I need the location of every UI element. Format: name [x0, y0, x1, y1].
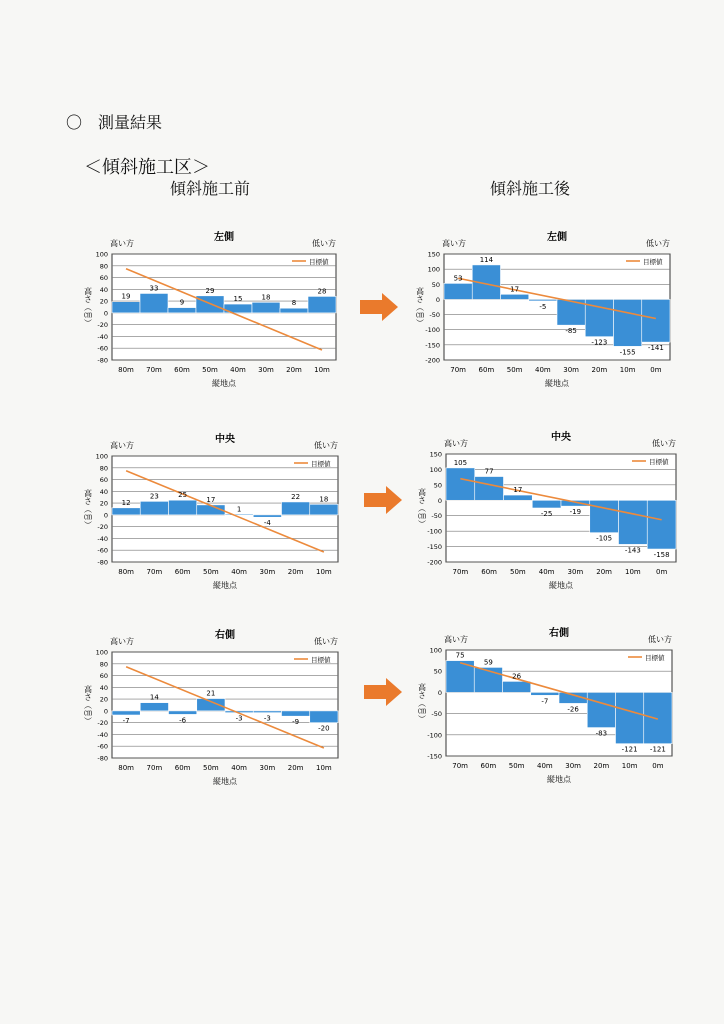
data-label: 17 [510, 285, 520, 294]
bar [616, 692, 644, 743]
data-label: 53 [453, 274, 463, 283]
chart-center-after [404, 424, 694, 596]
bar [112, 302, 140, 313]
x-tick-label: 60m [174, 764, 191, 772]
y-tick-label: 20 [99, 499, 108, 508]
high-side-label: 高い方 [110, 441, 134, 450]
y-tick-label: 0 [103, 309, 108, 318]
arrow-shape [364, 486, 402, 514]
y-tick-label: -40 [97, 534, 108, 543]
y-tick-label: 100 [429, 465, 442, 474]
chart-center-before [78, 428, 348, 600]
y-tick-label: 0 [103, 707, 108, 716]
y-tick-label: 50 [433, 667, 442, 676]
y-tick-label: 80 [99, 464, 108, 473]
section-title: 〇 測量結果 [66, 113, 163, 132]
y-tick-label: 40 [99, 487, 108, 496]
legend-label: 目標値 [311, 656, 331, 664]
x-tick-label: 70m [146, 568, 163, 576]
bar [169, 711, 197, 715]
data-label: 114 [479, 255, 494, 264]
x-tick-label: 0m [655, 568, 668, 576]
y-tick-label: -20 [97, 719, 108, 728]
y-tick-label: -50 [429, 311, 440, 320]
x-tick-label: 40m [535, 366, 551, 374]
data-label: -105 [596, 534, 613, 543]
x-tick-label: 40m [538, 568, 555, 576]
bar [252, 302, 280, 313]
y-tick-label: -60 [97, 546, 108, 555]
y-tick-label: 60 [99, 672, 108, 681]
bar [561, 500, 590, 506]
x-tick-label: 80m [118, 568, 134, 576]
x-tick-label: 30m [258, 366, 274, 374]
x-tick-label: 50m [203, 568, 219, 576]
x-tick-label: 50m [203, 764, 219, 772]
data-label: -141 [647, 344, 664, 353]
data-label: -143 [624, 546, 641, 555]
y-tick-label: 150 [427, 250, 440, 259]
bar [225, 514, 253, 515]
low-side-label: 低い方 [646, 239, 670, 248]
bar [642, 299, 670, 342]
y-tick-label: -150 [427, 543, 442, 552]
x-tick-label: 70m [146, 366, 162, 374]
bar [504, 495, 533, 500]
high-side-label: 高い方 [442, 239, 466, 248]
x-tick-label: 30m [567, 568, 584, 576]
bar [140, 293, 168, 312]
x-axis-label: 縦地点 [547, 775, 571, 784]
data-label: -19 [569, 508, 582, 517]
bar [112, 711, 140, 715]
x-tick-label: 10m [316, 764, 332, 772]
x-axis-label: 縦地点 [213, 581, 237, 590]
x-axis-label: 縦地点 [213, 777, 237, 786]
data-label: -155 [619, 348, 636, 357]
high-side-label: 高い方 [444, 635, 468, 644]
bar [197, 699, 225, 711]
data-label: 1 [236, 505, 242, 514]
x-tick-label: 20m [287, 764, 304, 772]
x-tick-label: 50m [202, 366, 218, 374]
y-tick-label: 20 [99, 695, 108, 704]
data-label: 33 [149, 284, 159, 293]
y-tick-label: -80 [97, 558, 108, 567]
arrow-shape [364, 678, 402, 706]
bar [614, 299, 642, 346]
x-tick-label: 0m [650, 366, 662, 374]
y-tick-label: 100 [95, 250, 108, 259]
x-tick-label: 50m [508, 762, 525, 770]
bar [446, 468, 475, 500]
x-tick-label: 40m [537, 762, 553, 770]
y-tick-label: -150 [427, 752, 442, 761]
y-tick-label: 0 [103, 511, 108, 520]
x-axis-label: 縦地点 [545, 379, 569, 388]
x-tick-label: 60m [174, 366, 190, 374]
data-label: -25 [540, 510, 553, 518]
data-label: -6 [179, 716, 187, 725]
chart-title: 中央 [551, 432, 571, 443]
bar [531, 692, 559, 695]
y-tick-label: 50 [433, 481, 442, 490]
x-tick-label: 60m [480, 762, 497, 770]
y-tick-label: -100 [427, 527, 442, 536]
bar [282, 502, 310, 515]
bar [529, 299, 557, 301]
y-tick-label: -50 [431, 512, 442, 521]
bar [253, 515, 281, 517]
x-tick-label: 60m [481, 568, 497, 576]
x-tick-label: 10m [619, 366, 636, 374]
data-label: 18 [261, 293, 271, 302]
bar [310, 711, 338, 723]
bar [503, 681, 531, 692]
x-tick-label: 50m [510, 568, 526, 576]
data-label: 25 [178, 491, 188, 500]
x-tick-label: 20m [591, 366, 608, 374]
y-tick-label: 0 [437, 496, 442, 505]
bar [444, 283, 472, 299]
data-label: 23 [149, 492, 159, 501]
data-label: -85 [565, 327, 577, 336]
data-label: -3 [263, 714, 271, 723]
data-label: 77 [484, 467, 494, 476]
x-tick-label: 40m [230, 366, 246, 374]
x-tick-label: 20m [287, 568, 304, 576]
before-heading: 傾斜施工前 [170, 179, 251, 198]
bar [310, 504, 338, 515]
bar [280, 308, 308, 313]
after-heading: 傾斜施工後 [490, 179, 571, 198]
y-axis-label: 高さ（㎝） [417, 488, 427, 528]
x-tick-label: 80m [118, 366, 134, 374]
chart-title: 左側 [547, 232, 567, 243]
bar [501, 294, 529, 299]
y-axis-label: 高さ（㎝） [83, 489, 93, 529]
arrow-icon [362, 677, 404, 707]
data-label: -5 [539, 302, 547, 311]
x-tick-label: 60m [478, 366, 495, 374]
legend-label: 目標値 [649, 458, 669, 466]
chart-left-after [404, 226, 690, 396]
y-tick-label: -20 [97, 523, 108, 532]
data-label: 17 [206, 495, 216, 504]
x-tick-label: 30m [565, 762, 581, 770]
data-label: -7 [122, 717, 130, 726]
x-tick-label: 10m [314, 366, 330, 374]
bar [619, 500, 648, 544]
y-tick-label: 100 [427, 265, 440, 274]
x-axis-label: 縦地点 [549, 581, 573, 590]
data-label: -4 [263, 519, 271, 528]
low-side-label: 低い方 [312, 239, 336, 248]
bar [532, 500, 561, 508]
data-label: -123 [591, 338, 608, 347]
data-label: -3 [235, 714, 243, 723]
y-tick-label: 0 [437, 688, 442, 697]
x-tick-label: 70m [452, 762, 468, 770]
x-tick-label: 70m [450, 366, 466, 374]
y-tick-label: -150 [425, 341, 440, 350]
y-axis-label: 高さ（㎝） [415, 287, 425, 327]
x-tick-label: 20m [593, 762, 610, 770]
y-tick-label: 100 [95, 648, 108, 657]
data-label: -83 [595, 729, 608, 738]
chart-title: 左側 [214, 232, 234, 243]
chart-left-before [78, 228, 348, 398]
y-tick-label: 60 [99, 476, 108, 485]
y-tick-label: -50 [431, 710, 442, 719]
y-tick-label: -60 [97, 742, 108, 751]
data-label: -121 [649, 745, 666, 754]
arrow-shape [360, 293, 398, 321]
data-label: 14 [149, 693, 159, 702]
data-label: 21 [206, 689, 216, 698]
data-label: 8 [291, 299, 297, 308]
y-tick-label: 50 [431, 280, 440, 289]
bar [644, 692, 672, 743]
y-axis-label: 高さ（㎝） [83, 287, 93, 327]
high-side-label: 高い方 [110, 239, 134, 248]
y-tick-label: -40 [97, 332, 108, 341]
bar [475, 477, 504, 501]
y-tick-label: 0 [435, 295, 440, 304]
chart-title: 中央 [215, 434, 235, 445]
low-side-label: 低い方 [648, 635, 672, 644]
y-tick-label: 40 [99, 285, 108, 294]
x-axis-label: 縦地点 [212, 379, 236, 388]
y-tick-label: -80 [97, 356, 108, 365]
x-tick-label: 50m [506, 366, 523, 374]
chart-title: 右側 [549, 628, 569, 639]
y-axis-label: 高さ（㎝） [417, 683, 427, 723]
y-tick-label: -60 [97, 344, 108, 353]
low-side-label: 低い方 [314, 637, 338, 646]
data-label: 22 [291, 492, 301, 501]
y-tick-label: -40 [97, 730, 108, 739]
y-tick-label: -100 [427, 731, 442, 740]
bar [282, 711, 310, 716]
y-tick-label: 150 [429, 450, 442, 459]
y-tick-label: -200 [427, 558, 442, 567]
x-tick-label: 70m [146, 764, 163, 772]
chart-right-after [404, 620, 694, 792]
x-tick-label: 30m [563, 366, 579, 374]
data-label: 12 [121, 498, 131, 507]
data-label: 105 [453, 458, 468, 467]
x-tick-label: 0m [652, 762, 664, 770]
zone-title: ＜傾斜施工区＞ [84, 157, 210, 178]
x-tick-label: 70m [452, 568, 469, 576]
bar [647, 500, 676, 549]
high-side-label: 高い方 [444, 439, 468, 448]
data-label: 9 [179, 298, 185, 307]
y-tick-label: 100 [95, 452, 108, 461]
x-tick-label: 40m [231, 568, 247, 576]
legend-label: 目標値 [643, 258, 663, 266]
chart-right-before [78, 624, 348, 796]
data-label: -7 [541, 697, 549, 706]
y-tick-label: -20 [97, 321, 108, 330]
y-tick-label: -100 [425, 326, 440, 335]
y-axis-label: 高さ（㎝） [83, 685, 93, 725]
y-tick-label: 60 [99, 274, 108, 283]
y-tick-label: 80 [99, 262, 108, 271]
x-tick-label: 30m [259, 764, 276, 772]
y-tick-label: -200 [425, 356, 440, 365]
y-tick-label: 80 [99, 660, 108, 669]
data-label: -9 [292, 718, 300, 727]
data-label: 26 [512, 672, 522, 681]
data-label: 29 [205, 286, 215, 295]
data-label: 28 [317, 287, 327, 296]
bar [253, 711, 281, 713]
data-label: 19 [121, 292, 131, 301]
data-label: -20 [318, 724, 330, 733]
data-label: 75 [455, 651, 465, 660]
low-side-label: 低い方 [314, 441, 338, 450]
bar [308, 296, 336, 312]
high-side-label: 高い方 [110, 637, 134, 646]
y-tick-label: 40 [99, 683, 108, 692]
data-label: 59 [483, 658, 493, 667]
data-label: -158 [653, 551, 670, 560]
data-label: 15 [233, 295, 243, 304]
bar [140, 703, 168, 711]
x-tick-label: 10m [621, 762, 638, 770]
bar [168, 308, 196, 313]
y-tick-label: 100 [429, 646, 442, 655]
data-label: 17 [513, 486, 523, 495]
bar [140, 501, 168, 515]
data-label: 18 [319, 495, 329, 504]
x-tick-label: 20m [286, 366, 302, 374]
bar [112, 508, 140, 515]
bar [587, 692, 615, 727]
x-tick-label: 80m [118, 764, 134, 772]
arrow-icon [358, 292, 400, 322]
legend-label: 目標値 [309, 258, 329, 266]
x-tick-label: 60m [174, 568, 191, 576]
low-side-label: 低い方 [652, 439, 676, 448]
x-tick-label: 10m [625, 568, 641, 576]
data-label: -121 [621, 745, 638, 754]
legend-label: 目標値 [645, 654, 665, 662]
y-tick-label: -80 [97, 754, 108, 763]
x-tick-label: 30m [259, 568, 276, 576]
x-tick-label: 40m [231, 764, 247, 772]
legend-label: 目標値 [311, 460, 331, 468]
x-tick-label: 10m [316, 568, 332, 576]
data-label: -26 [567, 705, 579, 714]
arrow-icon [362, 485, 404, 515]
y-tick-label: 20 [99, 297, 108, 306]
chart-title: 右側 [215, 630, 235, 641]
x-tick-label: 20m [596, 568, 612, 576]
bar [169, 500, 197, 515]
